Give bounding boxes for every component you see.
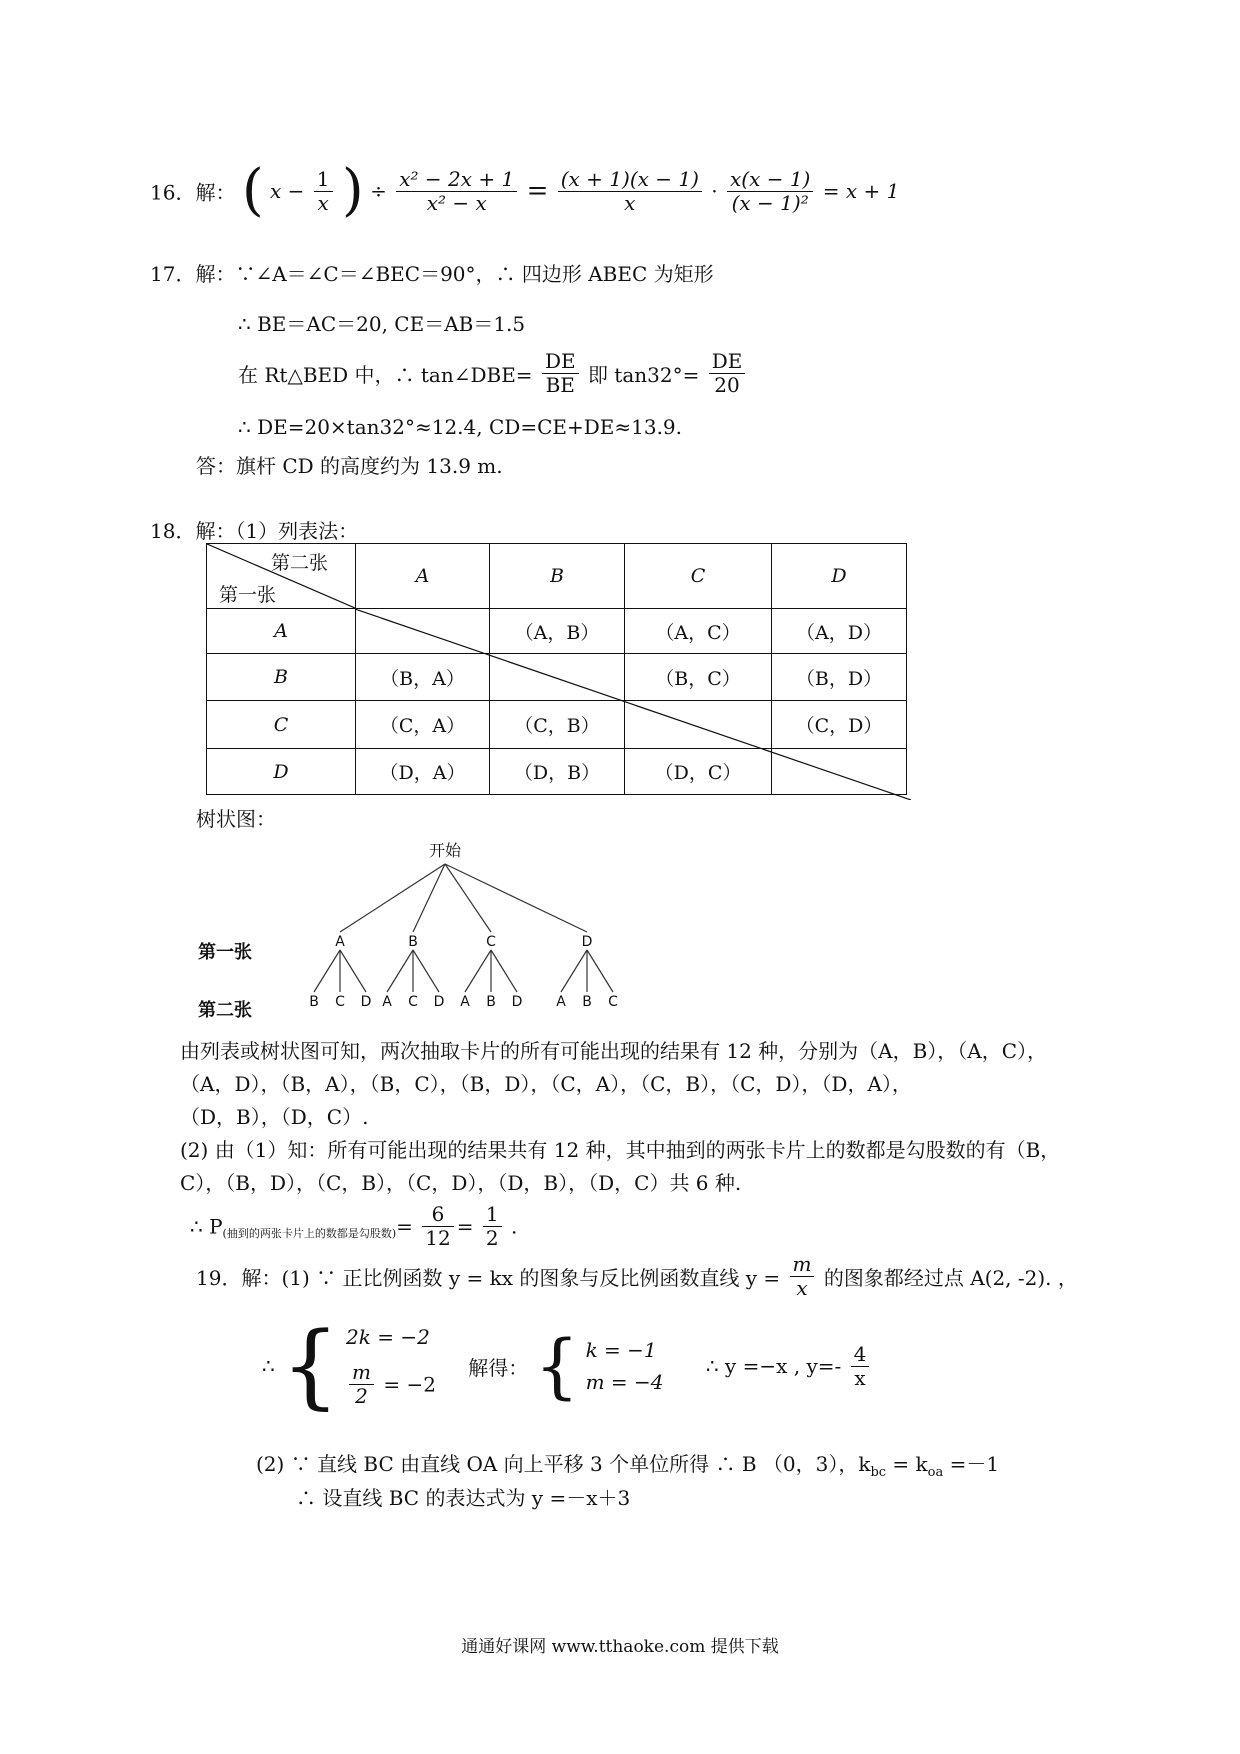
table-cell: （C，D）	[772, 701, 907, 749]
tree-node-second: D	[360, 994, 372, 1010]
q19-line1	[196, 1253, 1078, 1300]
tree-branch	[561, 950, 587, 992]
q17-line1: 17．解：∵∠A＝∠C＝∠BEC＝90°，∴ 四边形 ABEC 为矩形	[150, 262, 714, 286]
tree-branch	[445, 864, 491, 932]
tree-diagram	[190, 838, 640, 1018]
q16-div: ÷	[370, 179, 387, 203]
q19-line2-end: =－1	[943, 1452, 1000, 1476]
right-paren: )	[341, 158, 364, 223]
tree-node-first: B	[408, 934, 418, 950]
table-cell: （D，B）	[490, 749, 625, 795]
prob-frac-6-12	[422, 1203, 453, 1250]
denominator: 2	[355, 1383, 368, 1408]
q17-line2: ∴ BE＝AC＝20, CE＝AB＝1.5	[238, 312, 526, 336]
table-cell: （D，A）	[356, 749, 490, 795]
numerator: x(x − 1)	[727, 168, 813, 192]
tree-branch	[445, 864, 587, 932]
q18-p1-line1: 由列表或树状图可知，两次抽取卡片的所有可能出现的结果有 12 种，分别为（A，B），（A，C），	[180, 1039, 1048, 1063]
tree-node-second: A	[556, 994, 566, 1010]
numerator: DE	[542, 350, 579, 374]
row-header: B	[207, 654, 356, 701]
row-header: D	[207, 749, 356, 795]
tree-branch	[387, 950, 413, 992]
numerator: 4	[851, 1343, 870, 1367]
numerator: m	[349, 1361, 374, 1385]
tree-node-first: C	[486, 934, 496, 950]
sys1-eq1: 2k = −2	[346, 1324, 430, 1349]
q19-sub-bc: bc	[870, 1465, 887, 1480]
tree-branch	[314, 950, 340, 992]
tree-node-first: D	[581, 934, 593, 950]
q18-p2-line2: C），（B，D），（C，B），（C，D），（D，B），（D，C）共 6 种.	[180, 1171, 742, 1195]
denominator: x	[624, 190, 636, 215]
col-header: C	[625, 544, 772, 609]
sys1-eq2	[346, 1361, 436, 1408]
denominator: x	[796, 1276, 808, 1300]
prob-frac-1-2	[483, 1203, 502, 1250]
col-header: A	[356, 544, 490, 609]
q19-sub-oa: oa	[927, 1465, 944, 1480]
tree-node-second: C	[408, 994, 418, 1010]
system-equations-2	[586, 1338, 664, 1394]
table-diagonal-line	[355, 609, 911, 800]
table-cell: （C，B）	[490, 701, 625, 749]
row-header: C	[207, 701, 356, 749]
sys1-eq2-rest: = −2	[383, 1372, 436, 1396]
denominator: x	[317, 190, 329, 215]
tree-root-label: 开始	[428, 841, 462, 860]
table-cell: （C，A）	[356, 701, 490, 749]
q17-line3	[238, 350, 748, 397]
tree-level1-label: 第一张	[198, 942, 252, 963]
q19-line2-a: (2) ∵ 直线 BC 由直线 OA 向上平移 3 个单位所得 ∴ B （0，3），k	[256, 1452, 871, 1476]
tree-node-second: B	[582, 994, 592, 1010]
q16-dot: ·	[711, 179, 718, 203]
tree-node-second: C	[335, 994, 345, 1010]
prob-end: .	[510, 1214, 518, 1239]
q19-line1-b: 的图象都经过点 A(2, -2). ，	[823, 1266, 1078, 1290]
q16-frac-a	[396, 168, 517, 215]
tree-node-second: C	[608, 994, 618, 1010]
q17-frac-de-20	[709, 350, 746, 397]
table-cell: （B，C）	[625, 654, 772, 701]
q19-line2	[256, 1448, 999, 1480]
q16-frac-c	[727, 168, 813, 215]
q17-frac-de-be	[542, 350, 579, 397]
denominator: (x − 1)²	[731, 190, 809, 215]
denominator: x² − x	[426, 190, 487, 215]
q18-head: 18．解：（1）列表法：	[150, 519, 359, 543]
left-paren: (	[241, 158, 264, 223]
tree-branch	[413, 950, 439, 992]
sys1-frac-m-2	[349, 1361, 374, 1408]
tree-node-second: A	[460, 994, 470, 1010]
numerator: 1	[314, 168, 333, 192]
q17-answer: 答：旗杆 CD 的高度约为 13.9 m.	[196, 454, 503, 478]
q18-p1-line2: （A，D），（B，A），（B，C），（B，D），（C，A），（C，B），（C，D），（D，A），	[180, 1072, 912, 1096]
denominator: 12	[425, 1226, 451, 1250]
table-cell: （A，D）	[772, 609, 907, 654]
tree-node-second: B	[486, 994, 496, 1010]
denominator: 20	[714, 373, 740, 397]
q18-p2-line1: (2) 由（1）知：所有可能出现的结果共有 12 种，其中抽到的两张卡片上的数都是勾股数的有（B，	[180, 1138, 1061, 1162]
numerator: 6	[422, 1203, 453, 1227]
q19-frac-m-x	[790, 1253, 815, 1300]
prob-eq: =	[396, 1214, 413, 1239]
denominator: x	[854, 1365, 866, 1390]
prob-subscript: (抽到的两张卡片上的数都是勾股数)	[222, 1226, 397, 1240]
tree-branch	[465, 950, 491, 992]
q19-line2-mid: = k	[886, 1452, 928, 1476]
q16-frac-b	[558, 168, 702, 215]
q16-frac-1-over-x	[314, 168, 333, 215]
table-cell: （B，A）	[356, 654, 490, 701]
q17-line3-a: 在 Rt△BED 中，∴ tan∠DBE=	[238, 363, 533, 387]
page-footer: 通通好课网 www.tthaoke.com 提供下载	[461, 1637, 779, 1657]
table-cell: （D，C）	[625, 749, 772, 795]
corner-bottom-label: 第一张	[219, 584, 277, 606]
tree-branch	[587, 950, 613, 992]
sys2-eq2: m = −4	[585, 1370, 664, 1394]
prob-p: ∴ P	[190, 1214, 223, 1239]
q16-result: = x + 1	[822, 179, 900, 203]
col-header: D	[772, 544, 907, 609]
tree-node-second: B	[309, 994, 319, 1010]
left-brace: {	[281, 1312, 340, 1419]
table-cell: （A，B）	[490, 609, 625, 654]
q16-minus: −	[287, 179, 305, 203]
table-header-row	[207, 544, 907, 609]
tree-node-second: A	[382, 994, 392, 1010]
q19-line3: ∴ 设直线 BC 的表达式为 y =－x＋3	[296, 1486, 631, 1510]
numerator: x² − 2x + 1	[396, 168, 517, 192]
denominator: 2	[485, 1226, 499, 1250]
q18-p1-line3: （D，B），（D，C）.	[180, 1105, 369, 1129]
table-corner-cell	[207, 544, 356, 609]
numerator: (x + 1)(x − 1)	[558, 168, 702, 192]
sys2-eq1: k = −1	[585, 1338, 657, 1362]
left-brace-2: {	[534, 1325, 580, 1407]
tree-label: 树状图：	[196, 807, 276, 831]
q19-result: ∴ y =−x , y=-	[705, 1354, 842, 1378]
tree-branch	[491, 950, 517, 992]
denominator: BE	[545, 373, 575, 397]
tree-node-second: D	[511, 994, 523, 1010]
tree-branch	[340, 950, 366, 992]
col-header: B	[490, 544, 625, 609]
tree-node-second: D	[433, 994, 445, 1010]
corner-top-label: 第二张	[271, 552, 329, 574]
q19-line1-a: 19．解：(1) ∵ 正比例函数 y = kx 的图象与反比例函数直线 y =	[196, 1266, 781, 1290]
tree-node-first: A	[335, 934, 345, 950]
q18-probability	[190, 1203, 517, 1250]
numerator: DE	[709, 350, 746, 374]
q16-expr-x: x	[270, 179, 282, 203]
q19-frac-4-x	[851, 1343, 870, 1390]
q19-solve: 解得：	[468, 1355, 529, 1380]
q16-line	[150, 158, 900, 223]
table-cell: （A，C）	[625, 609, 772, 654]
row-header: A	[207, 609, 356, 654]
q19-therefore: ∴	[262, 1354, 275, 1378]
tree-level2-label: 第二张	[198, 1000, 252, 1021]
prob-eq2: =	[456, 1214, 474, 1239]
q16-eq: =	[526, 176, 549, 206]
numerator: 1	[483, 1203, 502, 1227]
q19-system	[262, 1312, 872, 1419]
table-cell: （B，D）	[772, 654, 907, 701]
numerator: m	[790, 1253, 815, 1277]
system-equations-1	[346, 1325, 436, 1408]
q17-line3-b: 即 tan32°=	[587, 363, 700, 387]
q17-line4: ∴ DE=20×tan32°≈12.4, CD=CE+DE≈13.9.	[238, 415, 683, 439]
q16-label: 16．解：	[150, 180, 236, 205]
